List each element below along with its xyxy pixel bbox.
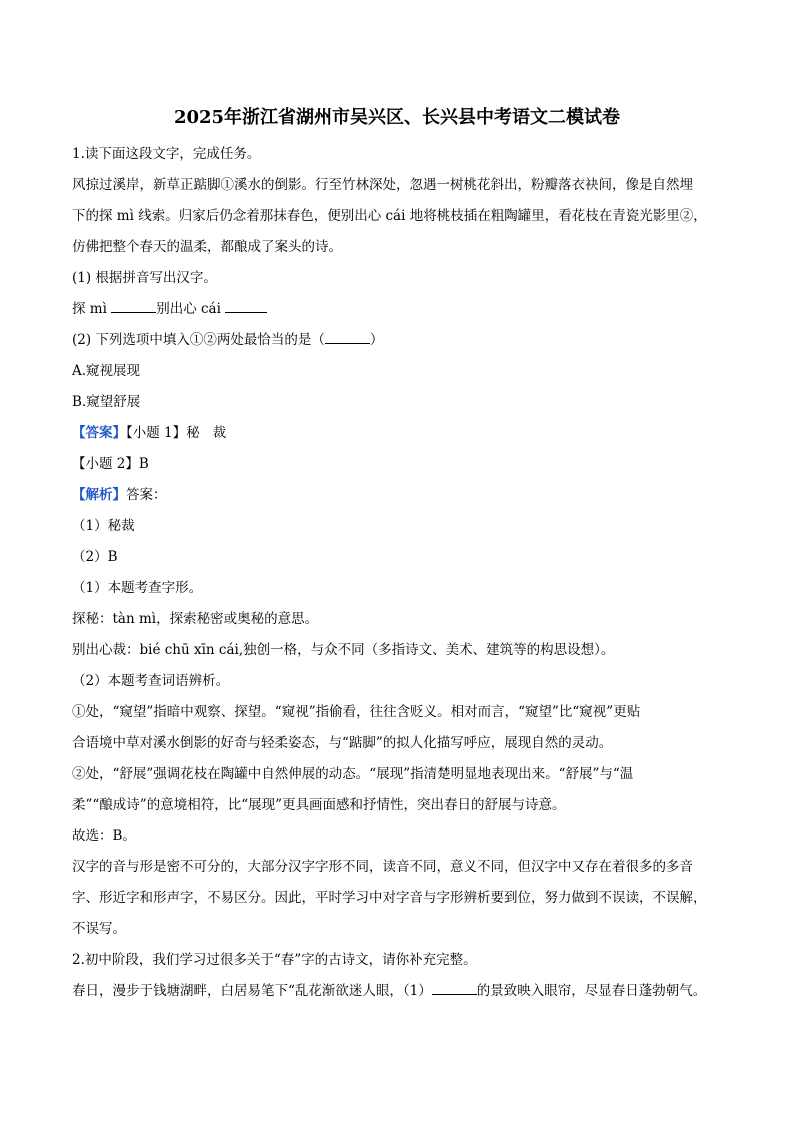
explanation-line: （1）本题考查字形。 <box>72 580 203 596</box>
analysis-lead: 答案： <box>126 487 167 503</box>
explanation-line: 汉字的音与形是密不可分的，大部分汉字字形不同，读音不同，意义不同，但汉字中又存在着很多的多音 <box>72 859 693 875</box>
question-2-intro: 2.初中阶段，我们学习过很多关于“春”字的古诗文，请你补充完整。 <box>72 952 477 968</box>
passage-line: 下的探 mì 线索。归家后仍念着那抹春色，便别出心 cái 地将桃枝插在粗陶罐里，看花枝在青瓷光影里②， <box>72 208 707 224</box>
blank-label-mi: 探 mì <box>72 301 112 317</box>
sub-question-2 <box>72 328 732 359</box>
answer-row <box>72 421 732 452</box>
explanation-line: ①处，“窥望”指暗中观察、探望。“窥视”指偷看，往往含贬义。相对而言，“窥望”比“窥视”更贴 <box>72 704 641 720</box>
answer-blank <box>432 979 477 995</box>
question-2-text: 春日，漫步于钱塘湖畔，白居易笔下“乱花渐欲迷人眼，（1） <box>72 983 432 999</box>
explanation-line: 故选：B。 <box>72 828 136 844</box>
doc-body <box>72 142 732 1010</box>
explanation-line: （2）本题考查词语辨析。 <box>72 673 230 689</box>
answer-tag: 【答案】 <box>72 425 126 441</box>
sub-question-2-text: (2) 下列选项中填入①②两处最恰当的是（ <box>72 332 325 348</box>
explanation-line: （2）B <box>72 549 118 565</box>
question-1-intro: 1.读下面这段文字，完成任务。 <box>72 146 261 162</box>
explanation-line: （1）秘裁 <box>72 518 135 534</box>
question-2-line <box>72 979 732 1010</box>
answer-blank <box>111 297 156 313</box>
question-2-text-end: 的景致映入眼帘，尽显春日蓬勃朝气。 <box>476 983 707 999</box>
sub-question-1-blanks <box>72 297 732 328</box>
explanation-line: 柔”“酿成诗”的意境相符，比“展现”更具画面感和抒情性，突出春日的舒展与诗意。 <box>72 797 566 813</box>
answer-1: 【小题 1】秘 <box>126 425 200 441</box>
passage-line: 仿佛把整个春天的温柔，都酿成了案头的诗。 <box>72 239 342 255</box>
explanation-line: 探秘：tàn mì，探索秘密或奥秘的意思。 <box>72 611 319 627</box>
explanation-line: 合语境中草对溪水倒影的好奇与轻柔姿态，与“踮脚”的拟人化描写呼应，展现自然的灵动。 <box>72 735 613 751</box>
passage-line: 风掠过溪岸，新草正踮脚①溪水的倒影。行至竹林深处，忽遇一树桃花斜出，粉瓣落衣袂间，像是自然埋 <box>72 177 693 193</box>
analysis-tag: 【解析】 <box>72 487 126 503</box>
explanation-line: 别出心裁：bié chū xīn cái,独创一格，与众不同（多指诗文、美术、建筑等的构思设想）。 <box>72 642 615 658</box>
answer-1b: 裁 <box>212 425 227 441</box>
sub-question-1: (1) 根据拼音写出汉字。 <box>72 270 217 286</box>
explanation-line: ②处，“舒展”强调花枝在陶罐中自然伸展的动态。“展现”指清楚明显地表现出来。“舒展”与“温 <box>72 766 634 782</box>
explanation-line: 字、形近字和形声字，不易区分。因此，平时学习中对字音与字形辨析要到位，努力做到不误读，不误解， <box>72 890 707 906</box>
doc-title: 2025年浙江省湖州市吴兴区、长兴县中考语文二模试卷 <box>173 107 621 128</box>
answer-2: 【小题 2】B <box>72 456 149 472</box>
option-b: B.窥望舒展 <box>72 394 141 410</box>
sub-question-2-close: ） <box>369 332 384 348</box>
answer-blank <box>225 297 267 313</box>
analysis-row <box>72 483 732 514</box>
blank-label-cai: 别出心 cái <box>156 301 226 317</box>
answer-blank <box>325 328 370 344</box>
option-a: A.窥视展现 <box>72 363 141 379</box>
explanation-line: 不误写。 <box>72 921 126 937</box>
